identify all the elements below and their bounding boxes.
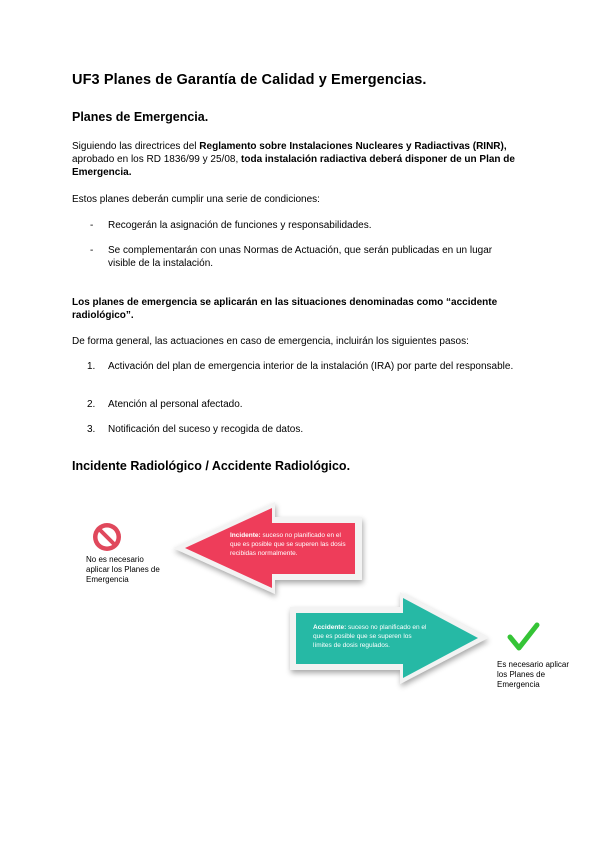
accident-description <box>313 623 431 650</box>
accident-label: Accidente: <box>313 624 347 631</box>
prohibited-icon <box>93 523 121 551</box>
step-text: Notificación del suceso y recogida de datos. <box>108 424 304 435</box>
section-heading-incident-accident: Incidente Radiológico / Accidente Radiológico. <box>72 459 351 473</box>
section-heading-emergency-plans: Planes de Emergencia. <box>72 110 209 124</box>
bullet-marker: - <box>90 245 94 256</box>
accident-side-note: Es necesario aplicar los Planes de Emergencia <box>497 660 570 689</box>
incident-label: Incidente: <box>230 532 261 539</box>
step-text: Atención al personal afectado. <box>108 399 243 410</box>
incident-accident-diagram <box>0 480 600 720</box>
step-number: 3. <box>87 424 96 435</box>
incident-side-note: No es necesario aplicar los Planes de Emergencia <box>86 555 160 584</box>
page-title: UF3 Planes de Garantía de Calidad y Emergencias. <box>72 72 427 88</box>
bullet-marker: - <box>90 220 94 231</box>
step-number: 2. <box>87 399 96 410</box>
incident-description <box>230 531 348 558</box>
intro-bold-1: Reglamento sobre Instalaciones Nucleares y Radiactivas (RINR), <box>199 141 507 152</box>
conditions-intro: Estos planes deberán cumplir una serie de condiciones: <box>72 194 320 205</box>
accident-text: suceso no planificado en el que es posible que se superen los límites de dosis regulados. <box>313 624 427 649</box>
checkmark-icon <box>510 625 537 648</box>
step-text: Activación del plan de emergencia interior de la instalación (IRA) por parte del responsable. <box>108 361 514 372</box>
bullet-item: Se complementarán con unas Normas de Actuación, que serán publicadas en un lugar visible de la instalación. <box>108 245 493 269</box>
steps-intro: De forma general, las actuaciones en caso de emergencia, incluirán los siguientes pasos: <box>72 336 469 347</box>
incident-text: suceso no planificado en el que es posible que se superen las dosis recibidas normalmente. <box>230 532 346 557</box>
intro-bold-2: toda instalación radiactiva deberá disponer de un Plan de Emergencia. <box>72 154 515 178</box>
intro-text-2: aprobado en los RD 1836/99 y 25/08, <box>72 154 242 165</box>
step-number: 1. <box>87 361 96 372</box>
intro-paragraph <box>72 140 528 179</box>
bold-statement: Los planes de emergencia se aplicarán en las situaciones denominadas como “accidente radiológico”. <box>72 297 498 321</box>
bullet-item: Recogerán la asignación de funciones y responsabilidades. <box>108 220 372 231</box>
intro-text-1: Siguiendo las directrices del <box>72 141 200 152</box>
